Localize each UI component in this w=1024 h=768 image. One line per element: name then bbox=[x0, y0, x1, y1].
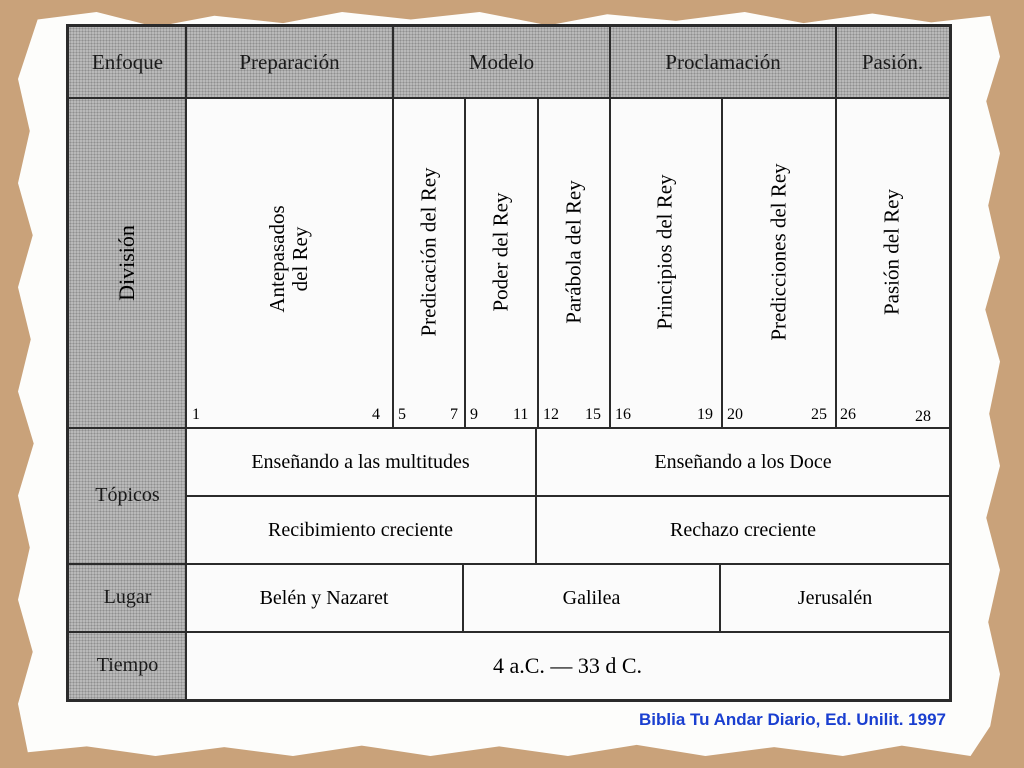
grid-line bbox=[69, 97, 949, 99]
chapter-end: 28 bbox=[915, 408, 931, 425]
grid-line bbox=[835, 27, 837, 427]
grid-line bbox=[609, 27, 611, 427]
chapter-end: 19 bbox=[697, 406, 713, 423]
topic-recibimiento: Recibimiento creciente bbox=[268, 518, 453, 541]
chapter-start: 26 bbox=[840, 406, 856, 423]
grid-line bbox=[392, 27, 394, 427]
section-proclamacion: Proclamación bbox=[665, 49, 781, 74]
gospel-chart bbox=[66, 24, 952, 702]
division-title-predicciones: Predicciones del Rey bbox=[766, 163, 791, 341]
place-jerusalen: Jerusalén bbox=[797, 586, 873, 609]
place-belen: Belén y Nazaret bbox=[259, 586, 389, 609]
chapter-end: 15 bbox=[585, 406, 601, 423]
topic-rechazo: Rechazo creciente bbox=[669, 518, 816, 541]
section-preparacion: Preparación bbox=[239, 49, 340, 74]
source-credit: Biblia Tu Andar Diario, Ed. Unilit. 1997 bbox=[639, 710, 946, 729]
topics-label: Tópicos bbox=[95, 483, 160, 506]
time-label: Tiempo bbox=[96, 653, 159, 676]
section-modelo: Modelo bbox=[468, 49, 535, 74]
chapter-end: 4 bbox=[372, 406, 380, 423]
chapter-start: 12 bbox=[543, 406, 559, 423]
grid-line bbox=[537, 97, 539, 427]
place-galilea: Galilea bbox=[562, 586, 621, 609]
chapter-end: 11 bbox=[513, 406, 529, 423]
topic-multitudes: Enseñando a las multitudes bbox=[251, 450, 470, 473]
time-value: 4 a.C. — 33 d C. bbox=[492, 653, 643, 678]
topic-doce: Enseñando a los Doce bbox=[654, 450, 832, 473]
chapter-start: 5 bbox=[398, 406, 406, 423]
division-title-predicacion: Predicación del Rey bbox=[416, 167, 441, 337]
division-title-poder: Poder del Rey bbox=[488, 192, 513, 312]
chapter-end: 25 bbox=[811, 406, 827, 423]
division-title-parabola: Parábola del Rey bbox=[561, 180, 586, 324]
focus-label: Enfoque bbox=[91, 49, 164, 74]
division-label: División bbox=[113, 225, 139, 301]
division-title-pasion: Pasión del Rey bbox=[879, 189, 904, 315]
grid-line bbox=[464, 97, 466, 427]
chapter-start: 1 bbox=[192, 406, 200, 423]
chapter-start: 20 bbox=[727, 406, 743, 423]
division-title-principios: Principios del Rey bbox=[652, 174, 677, 330]
chapter-end: 7 bbox=[450, 406, 458, 423]
division-title-antepasados: Antepasados del Rey bbox=[264, 205, 312, 313]
chapter-start: 16 bbox=[615, 406, 631, 423]
grid-line bbox=[721, 97, 723, 427]
section-pasion: Pasión. bbox=[861, 49, 924, 74]
chapter-start: 9 bbox=[470, 406, 478, 423]
place-label: Lugar bbox=[103, 585, 152, 608]
